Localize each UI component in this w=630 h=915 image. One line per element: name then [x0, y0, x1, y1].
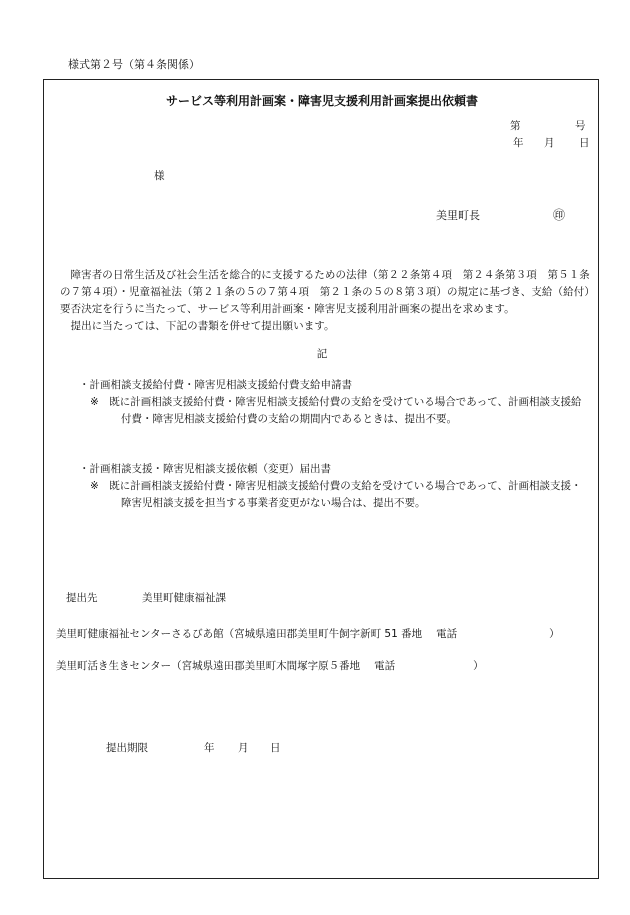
issuer-mayor: 美里町長: [436, 209, 480, 222]
body-paragraph-2: 提出に当たっては、下記の書類を併せて提出願います。: [70, 320, 335, 332]
office-address: 美里町健康福祉センターさるびあ館（宮城県遠田郡美里町牛飼字新町 51 番地: [56, 628, 423, 640]
item-note: ※ 既に計画相談支援給付費・障害児相談支援給付費の支給を受けている場合であって、計画相談支援給付費・障害児相談支援給付費の支給の期間内であるときは、提出不要。: [90, 396, 582, 425]
ki-heading: 記: [316, 348, 328, 360]
office-tel-label: 電話: [374, 660, 396, 672]
item-note: ※ 既に計画相談支援給付費・障害児相談支援給付費の支給を受けている場合であって、計画相談支援・障害児相談支援を担当する事業者変更がない場合は、提出不要。: [90, 480, 582, 509]
deadline-month: 月: [238, 742, 249, 754]
deadline-year: 年: [204, 742, 215, 754]
office-address: 美里町活き生きセンター（宮城県遠田郡美里町木間塚字原５番地: [56, 660, 361, 672]
destination-value: 美里町健康福祉課: [142, 592, 226, 604]
document-title: サービス等利用計画案・障害児支援利用計画案提出依頼書: [165, 94, 478, 108]
office-line: [56, 626, 560, 641]
form-number-label: 様式第２号（第４条関係）: [68, 58, 200, 71]
addressee-suffix: 様: [154, 170, 165, 182]
destination-label: 提出先: [66, 592, 98, 604]
date-month: 月: [544, 137, 555, 149]
date-day: 日: [579, 137, 590, 149]
deadline-label: 提出期限: [106, 742, 148, 754]
form-frame: [43, 79, 599, 879]
deadline-day: 日: [270, 742, 281, 754]
office-close-paren: ）: [549, 628, 560, 640]
date-year: 年: [513, 137, 524, 149]
item-heading: ・計画相談支援・障害児相談支援依頼（変更）届出書: [79, 463, 331, 475]
body-text: [60, 267, 590, 335]
seal-mark: ㊞: [553, 208, 566, 222]
office-tel-label: 電話: [436, 628, 458, 640]
required-document-item: [79, 377, 591, 428]
office-close-paren: ）: [473, 660, 484, 672]
item-heading: ・計画相談支援給付費・障害児相談支援給付費支給申請書: [79, 379, 352, 391]
office-line: [56, 658, 484, 673]
required-document-item: [79, 461, 591, 512]
document-number-prefix: 第: [510, 120, 521, 132]
document-number-suffix: 号: [575, 120, 586, 132]
body-paragraph-1: 障害者の日常生活及び社会生活を総合的に支援するための法律（第２２条第４項 第２４条第３項 第５１条の７第４項）・児童福祉法（第２１条の５の７第４項 第２１条の５の８第３項）の規定に基づき、支給（給付）要否決定を行うに当たって、サービス等利用計画案・障害児支援利用計画案の提出を求めます。: [60, 269, 590, 315]
